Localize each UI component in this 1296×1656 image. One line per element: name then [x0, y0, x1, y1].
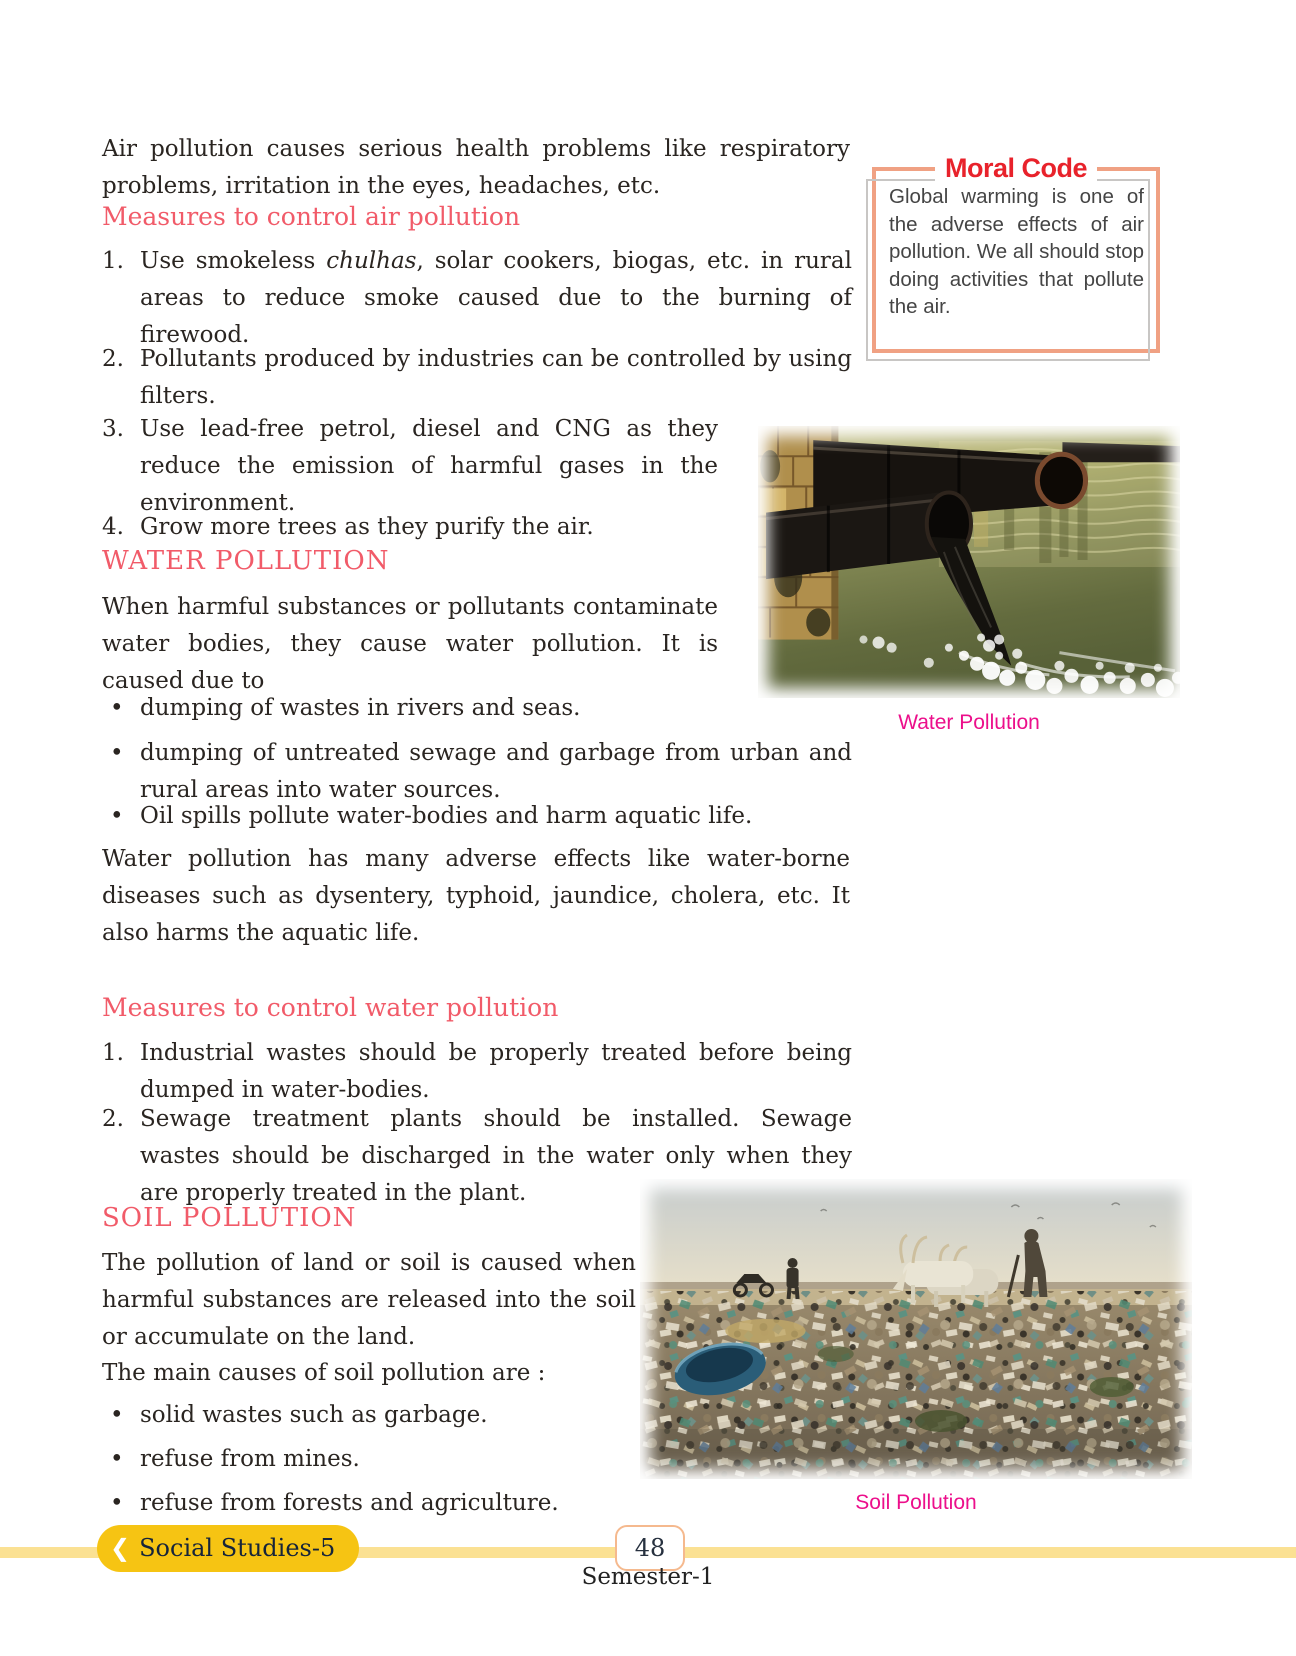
item-number: 1.: [102, 1040, 124, 1066]
item-number: 3.: [102, 416, 124, 442]
soil-pollution-heading: SOIL POLLUTION: [102, 1203, 357, 1233]
water-pollution-photo: [758, 426, 1180, 698]
item-number: 4.: [102, 514, 124, 540]
bullet-text: dumping of wastes in rivers and seas.: [140, 695, 581, 721]
bullet-text: dumping of untreated sewage and garbage from urban and rural areas into water sources.: [140, 740, 852, 803]
item-text: [140, 243, 852, 354]
soil-pollution-photo: [640, 1179, 1192, 1479]
water-intro-paragraph: When harmful substances or pollutants contaminate water bodies, they cause water pollution. It is caused due to: [102, 594, 718, 694]
item-number: 1.: [102, 248, 124, 274]
item-text-italic: chulhas: [326, 248, 417, 274]
item-text: Pollutants produced by industries can be controlled by using filters.: [140, 346, 852, 409]
air-measure-item-3: [102, 411, 718, 522]
air-measure-item-4: [102, 509, 742, 546]
bullet-icon: •: [110, 1490, 124, 1516]
water-measure-item-1: [102, 1035, 852, 1109]
water-pollution-illustration: [758, 426, 1180, 698]
water-pollution-heading: WATER POLLUTION: [102, 546, 390, 576]
bullet-icon: •: [110, 740, 124, 766]
bullet-icon: •: [110, 1446, 124, 1472]
item-number: 2.: [102, 346, 124, 372]
page-number-badge: 48: [615, 1525, 685, 1571]
item-number: 2.: [102, 1106, 124, 1132]
water-cause-bullet-1: [102, 690, 852, 727]
water-photo-caption: Water Pollution: [898, 711, 1040, 734]
bullet-icon: •: [110, 1402, 124, 1428]
back-chevron-icon: ❮: [110, 1534, 131, 1562]
soil-intro-paragraph: The pollution of land or soil is caused when harmful substances are released into the soil or accumulate on the land.: [102, 1250, 636, 1350]
item-text: Grow more trees as they purify the air.: [140, 514, 594, 540]
bullet-icon: •: [110, 695, 124, 721]
soil-photo-caption: Soil Pollution: [855, 1491, 977, 1514]
soil-causes-lead: The main causes of soil pollution are :: [102, 1360, 546, 1386]
item-text-pre: Use smokeless: [140, 248, 327, 274]
air-measures-heading: Measures to control air pollution: [102, 202, 521, 231]
air-measure-item-1: [102, 243, 852, 354]
item-text: Sewage treatment plants should be installed. Sewage wastes should be discharged in the water only when they are properly treated in the plant.: [140, 1106, 852, 1206]
air-measure-item-2: [102, 341, 852, 415]
bullet-text: refuse from forests and agriculture.: [140, 1490, 559, 1516]
moral-code-title: Moral Code: [935, 153, 1097, 184]
soil-pollution-illustration: [640, 1179, 1192, 1479]
bullet-text: solid wastes such as garbage.: [140, 1402, 488, 1428]
item-text: Use lead-free petrol, diesel and CNG as they reduce the emission of harmful gases in the environment.: [140, 416, 718, 516]
water-effects-paragraph: Water pollution has many adverse effects like water-borne diseases such as dysentery, typhoid, jaundice, cholera, etc. It also harms the aquatic life.: [102, 846, 850, 946]
moral-code-box: [872, 153, 1160, 353]
bullet-text: Oil spills pollute water-bodies and harm aquatic life.: [140, 803, 753, 829]
soil-cause-bullet-1: [102, 1397, 636, 1434]
bullet-text: refuse from mines.: [140, 1446, 360, 1472]
soil-cause-bullet-2: [102, 1441, 636, 1478]
soil-cause-bullet-3: [102, 1485, 636, 1522]
water-measures-heading: Measures to control water pollution: [102, 993, 559, 1022]
bullet-icon: •: [110, 803, 124, 829]
moral-code-body: Global warming is one of the adverse effects of air pollution. We all should stop doing activities that pollute the air.: [889, 185, 1144, 318]
semester-label: Semester-1: [581, 1564, 715, 1590]
book-tab: [97, 1525, 359, 1572]
intro-paragraph: Air pollution causes serious health problems like respiratory problems, irritation in the eyes, headaches, etc.: [102, 136, 850, 199]
item-text: Industrial wastes should be properly treated before being dumped in water-bodies.: [140, 1040, 852, 1103]
water-cause-bullet-3: [102, 798, 852, 835]
item-text-post: , solar cookers, biogas, etc. in rural areas to reduce smoke caused due to the burning of firewood.: [140, 248, 852, 348]
book-tab-label: Social Studies-5: [139, 1534, 336, 1562]
